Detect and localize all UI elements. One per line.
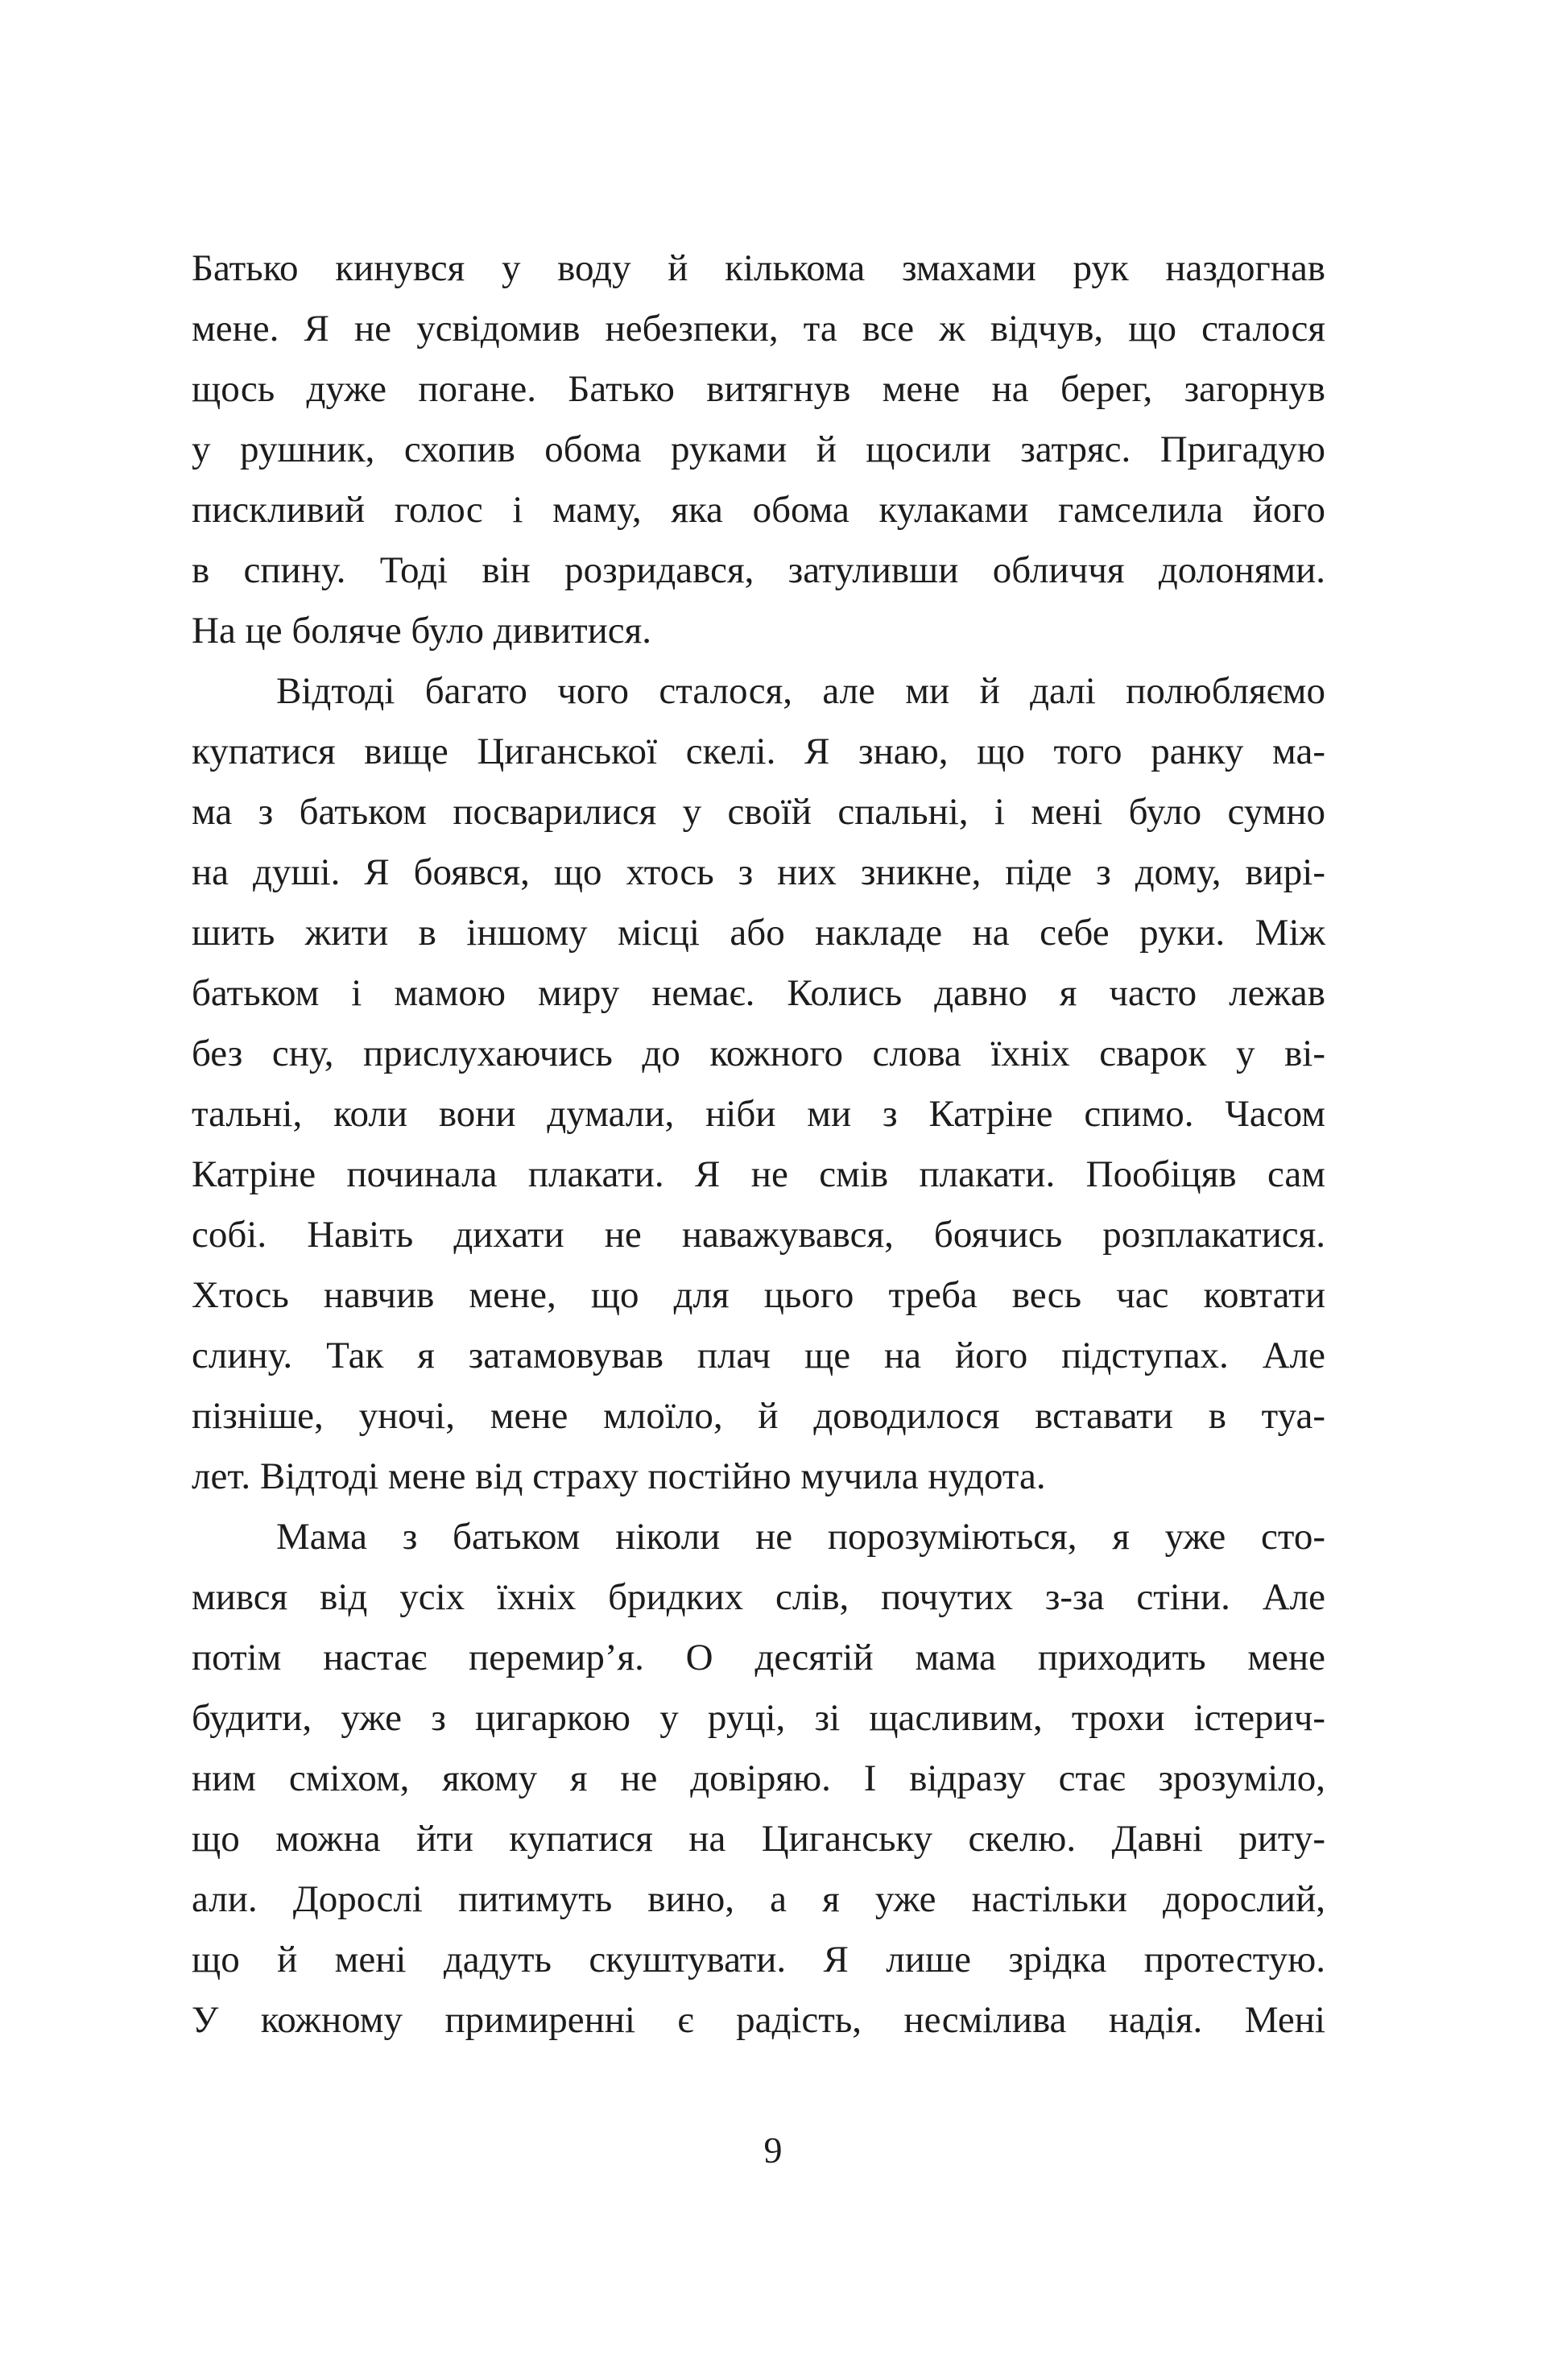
text-line: лет. Відтоді мене від страху постійно мучила нудота.	[192, 1455, 1046, 1497]
paragraph	[192, 238, 1325, 661]
text-line: потім настає перемир’я. О десятій мама приходить мене	[192, 1637, 1325, 1678]
paragraph	[192, 1507, 1325, 2051]
text-line: у рушник, схопив обома руками й щосили затряс. Пригадую	[192, 428, 1325, 470]
text-line: пізніше, уночі, мене млоїло, й доводилося вставати в туа-	[192, 1395, 1325, 1437]
text-line: шить жити в іншому місці або накладе на себе руки. Між	[192, 912, 1325, 954]
text-line: ним сміхом, якому я не довіряю. І відразу стає зрозуміло,	[192, 1757, 1325, 1799]
text-line: слину. Так я затамовував плач ще на його підступах. Але	[192, 1335, 1325, 1376]
text-line: в спину. Тоді він розридався, затуливши обличчя долонями.	[192, 549, 1325, 591]
text-line: ма з батьком посварилися у своїй спальні, і мені було сумно	[192, 791, 1325, 833]
body-text	[192, 238, 1325, 2051]
text-line: пискливий голос і маму, яка обома кулаками гамселила його	[192, 489, 1325, 531]
text-line: У кожному примиренні є радість, несмілива надія. Мені	[192, 1999, 1325, 2041]
text-line: На це боляче було дивитися.	[192, 610, 652, 652]
text-line: будити, уже з цигаркою у руці, зі щасливим, трохи істерич-	[192, 1697, 1325, 1739]
text-line: мився від усіх їхніх бридких слів, почутих з-за стіни. Але	[192, 1576, 1325, 1618]
text-line: щось дуже погане. Батько витягнув мене на берег, загорнув	[192, 368, 1325, 410]
paragraph	[192, 661, 1325, 1507]
text-line: тальні, коли вони думали, ніби ми з Катріне спимо. Часом	[192, 1093, 1325, 1135]
text-line: али. Дорослі питимуть вино, а я уже настільки дорослий,	[192, 1878, 1325, 1920]
text-line: що можна йти купатися на Циганську скелю. Давні риту-	[192, 1818, 1325, 1860]
text-line: купатися вище Циганської скелі. Я знаю, що того ранку ма-	[192, 731, 1325, 772]
text-line: мене. Я не усвідомив небезпеки, та все ж відчув, що сталося	[192, 308, 1325, 350]
text-line: Катріне починала плакати. Я не смів плакати. Пообіцяв сам	[192, 1153, 1325, 1195]
text-line: без сну, прислухаючись до кожного слова їхніх сварок у ві-	[192, 1033, 1325, 1074]
page-number: 9	[763, 2130, 783, 2171]
text-line: собі. Навіть дихати не наважувався, боячись розплакатися.	[192, 1214, 1325, 1256]
text-line: Батько кинувся у воду й кількома змахами рук наздогнав	[192, 247, 1325, 289]
text-line: Мама з батьком ніколи не порозуміються, я уже сто-	[276, 1516, 1325, 1558]
text-line: що й мені дадуть скуштувати. Я лише зрідка протестую.	[192, 1939, 1325, 1981]
text-line: Відтоді багато чого сталося, але ми й далі полюбляємо	[276, 670, 1325, 712]
text-line: батьком і мамою миру немає. Колись давно я часто лежав	[192, 972, 1325, 1014]
text-line: Хтось навчив мене, що для цього треба весь час ковтати	[192, 1274, 1325, 1316]
text-line: на душі. Я боявся, що хтось з них зникне, піде з дому, вирі-	[192, 851, 1325, 893]
